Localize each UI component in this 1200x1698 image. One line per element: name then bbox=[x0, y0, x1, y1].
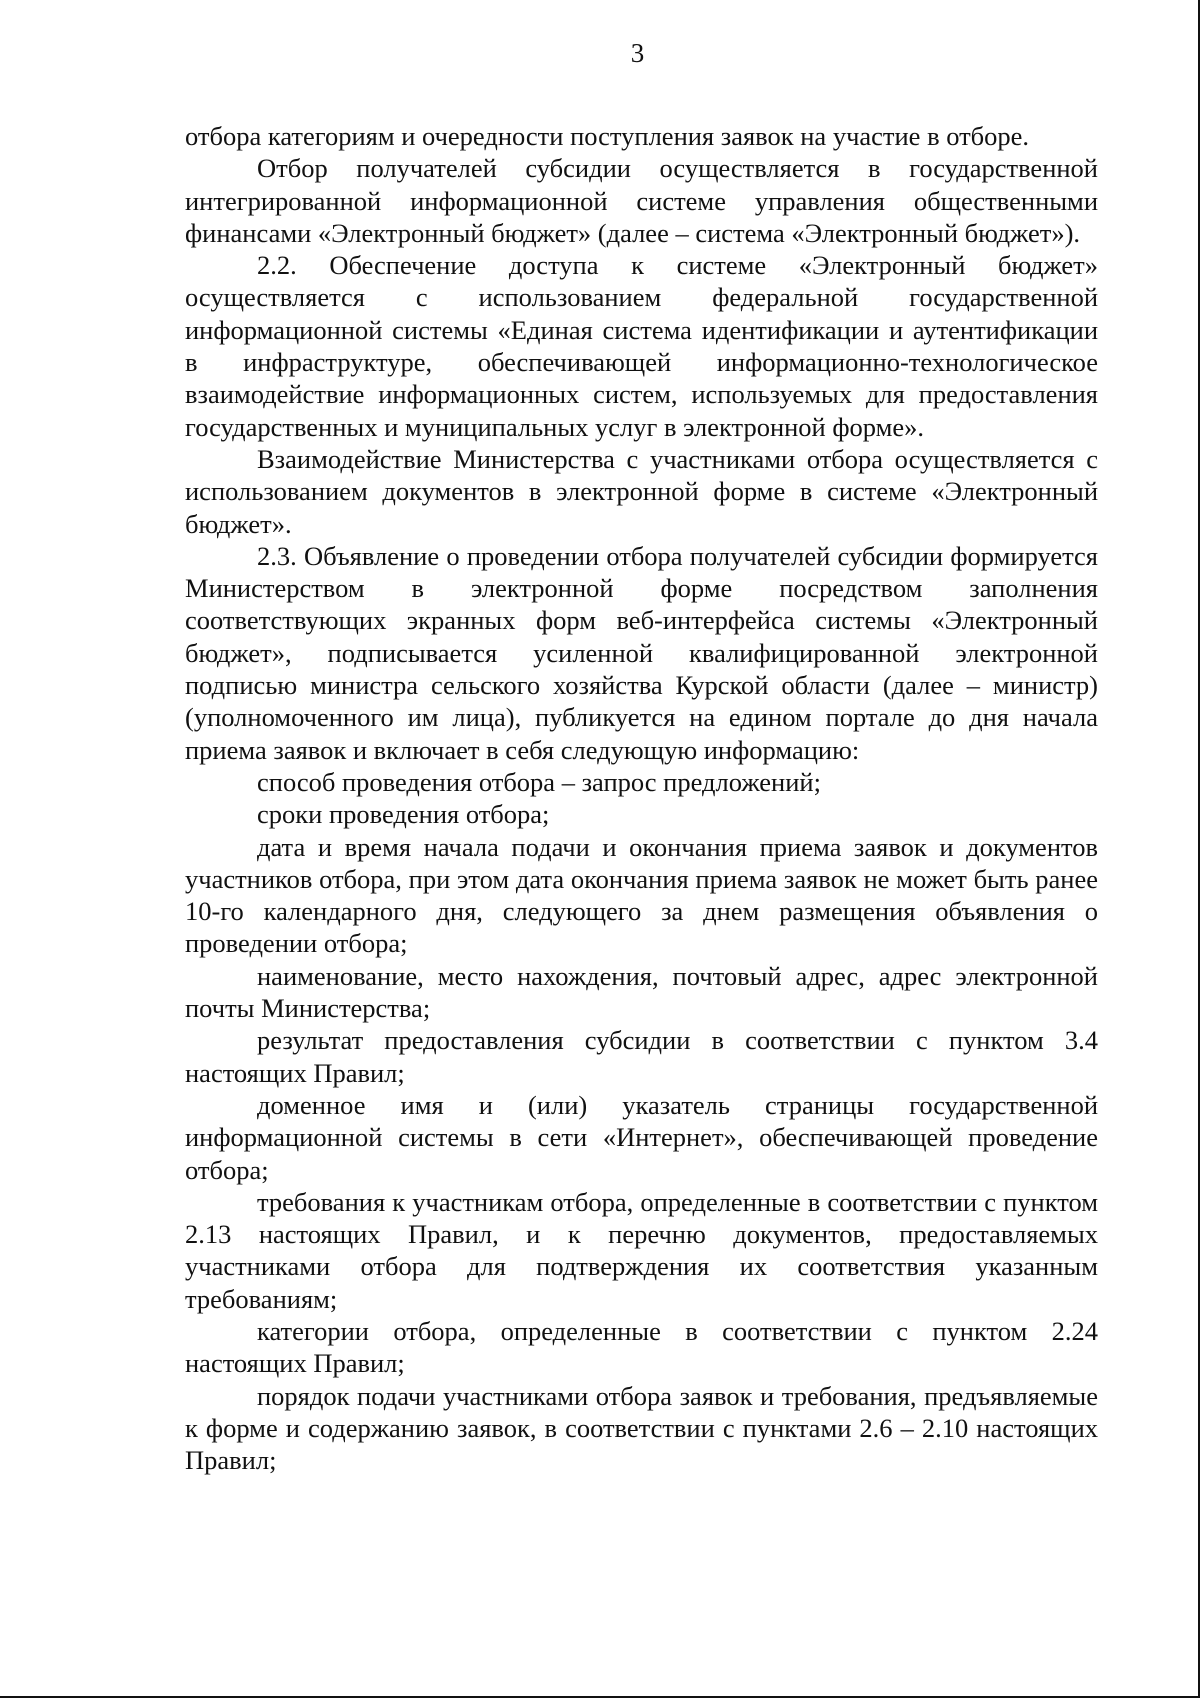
list-item-application-procedure: порядок подачи участниками отбора заявок и требования, предъявляемые к форме и содержанию заявок, в соответствии с пунктами 2.6 – 2.10 настоящих Правил; bbox=[185, 1380, 1098, 1476]
paragraph-continuation: отбора категориям и очередности поступления заявок на участие в отборе. bbox=[185, 121, 1030, 151]
list-item-submission-dates: дата и время начала подачи и окончания приема заявок и документов участников отбора, при этом дата окончания приема заявок не может быть ранее 10-го календарного дня, следующего за днем размещения объявления о проведении отбора; bbox=[185, 831, 1098, 959]
list-item-domain-name: доменное имя и (или) указатель страницы государственной информационной системы в сети «Интернет», обеспечивающей проведение отбора; bbox=[185, 1089, 1098, 1185]
list-item-selection-terms: сроки проведения отбора; bbox=[257, 799, 550, 830]
paragraph-2-3-announcement: 2.3. Объявление о проведении отбора получателей субсидии формируется Министерством в электронной форме посредством заполнения соответствующих экранных форм веб-интерфейса системы «Электронный бюджет», подписывается усиленной квалифицированной электронной подписью министра сельского хозяйства Курской области (далее – министр) (уполномоченного им лица), публикуется на едином портале до дня начала приема заявок и включает в себя следующую информацию: bbox=[185, 540, 1098, 765]
list-item-subsidy-result: результат предоставления субсидии в соответствии с пунктом 3.4 настоящих Правил; bbox=[185, 1025, 1098, 1088]
document-body bbox=[185, 120, 1098, 1476]
paragraph-interaction: Взаимодействие Министерства с участниками отбора осуществляется с использованием документов в электронной форме в системе «Электронный бюджет». bbox=[185, 443, 1098, 539]
page-number: 3 bbox=[630, 38, 645, 68]
list-item-selection-method: способ проведения отбора – запрос предложений; bbox=[257, 766, 821, 797]
list-item-selection-categories: категории отбора, определенные в соответствии с пунктом 2.24 настоящих Правил; bbox=[185, 1315, 1098, 1379]
paragraph-selection-system: Отбор получателей субсидии осуществляется в государственной интегрированной информационной системе управления общественными финансами «Электронный бюджет» (далее – система «Электронный бюджет»). bbox=[185, 153, 1098, 248]
list-item-ministry-contacts: наименование, место нахождения, почтовый адрес, адрес электронной почты Министерства; bbox=[185, 960, 1098, 1024]
paragraph-2-2-access: 2.2. Обеспечение доступа к системе «Электронный бюджет» осуществляется с использованием федеральной государственной информационной системы «Единая система идентификации и аутентификации в инфраструктуре, обеспечивающей информационно-технологическое взаимодействие информационных систем, используемых для предоставления государственных и муниципальных услуг в электронной форме». bbox=[185, 250, 1098, 442]
list-item-participant-requirements: требования к участникам отбора, определенные в соответствии с пунктом 2.13 настоящих Правил, и к перечню документов, предоставляемых участниками отбора для подтверждения их соответствия указанным требованиям; bbox=[185, 1186, 1098, 1314]
